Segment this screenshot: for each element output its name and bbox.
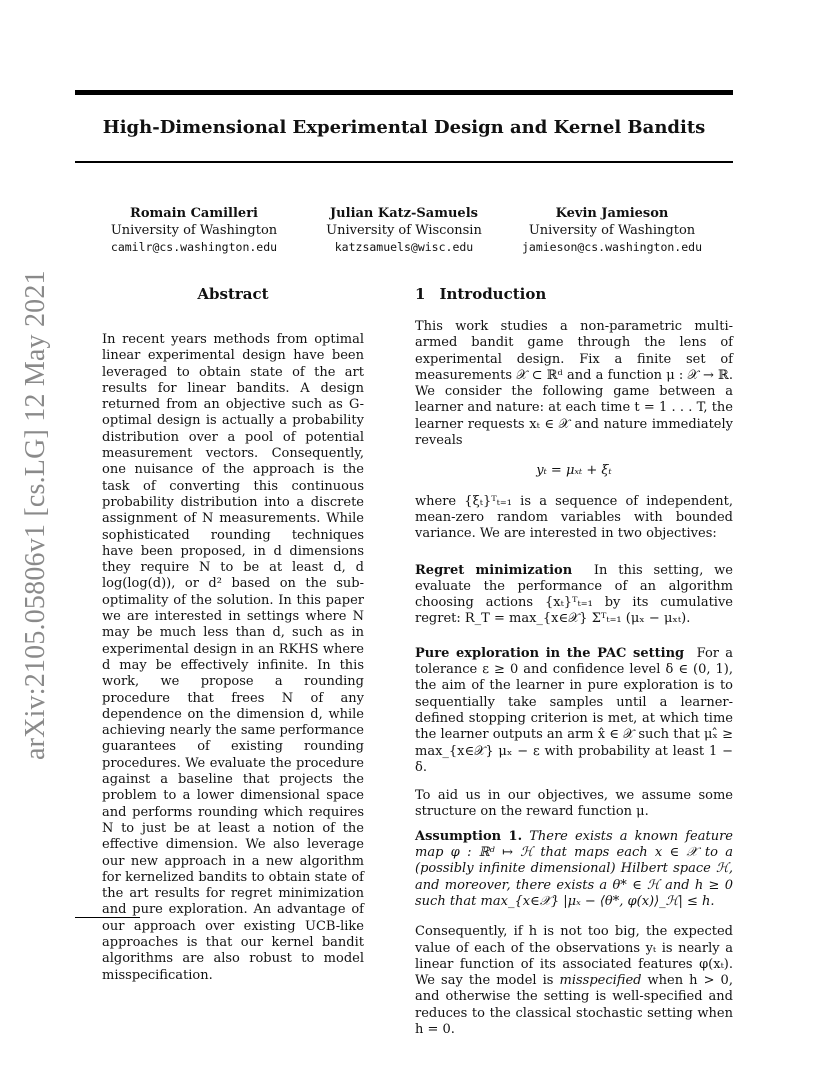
author-email[interactable]: jamieson@cs.washington.edu bbox=[521, 240, 702, 254]
arxiv-side-label: arXiv:2105.05806v1 [cs.LG] 12 May 2021 bbox=[20, 270, 51, 760]
intro-paragraph: This work studies a non-parametric multi-armed bandit game through the lens of experimental design. Fix a finite set of measurements 𝒳 ⊂ ℝᵈ and a function μ : 𝒳 → ℝ. We consider the following game between a learner and nature: at each time t = 1 . . . T, the learner requests xₜ ∈ 𝒳 and nature immediately reveals bbox=[415, 319, 733, 449]
abstract-body: In recent years methods from optimal linear experimental design have been leveraged to obtain state of the art results for linear bandits. A design returned from an objective such as G-optimal design is actually a probability distribution over a pool of potential measurement vectors. Consequently, one nuisance of the approach is the task of converting this continuous probability distribution into a discrete assignment of N measurements. While sophisticated rounding techniques have been proposed, in d dimensions they require N to be at least d, d log(log(d)), or d² based on the sub-optimality of the solution. In this paper we are interested in settings where N may be much less than d, such as in experimental design in an RKHS where d may be effectively infinite. In this work, we propose a rounding procedure that frees N of any dependence on the dimension d, while achieving nearly the same performance guarantees of existing rounding procedures. We evaluate the procedure against a baseline that projects the problem to a lower dimensional space and performs rounding which requires N to just be at least a notion of the effective dimension. We also leverage our new approach in a new algorithm for kernelized bandits to obtain state of the art results for regret minimization and pure exploration. An advantage of our approach over existing UCB-like approaches is that our kernel bandit algorithms are also robust to model misspecification. bbox=[102, 332, 364, 983]
author-affiliation: University of Washington bbox=[528, 223, 696, 238]
regret-heading: Regret minimization bbox=[415, 562, 573, 578]
regret-text: In this setting, we evaluate the performance of an algorithm choosing actions {xₜ}ᵀₜ₌₁ by its cumulative regret: R_T = max_{x∈𝒳} Σᵀₜ₌₁ (μₓ − μₓₜ). bbox=[415, 562, 733, 627]
author-block bbox=[94, 205, 294, 256]
intro-paragraph: To aid us in our objectives, we assume some structure on the reward function μ. bbox=[415, 788, 733, 820]
pure-exploration-paragraph bbox=[415, 646, 733, 776]
assumption-heading: Assumption 1. bbox=[415, 828, 523, 844]
author-name: Julian Katz-Samuels bbox=[330, 206, 478, 221]
assumption-text: There exists a known feature map φ : ℝᵈ ↦ ℋ that maps each x ∈ 𝒳 to a (possibly infinite dimensional) Hilbert space ℋ, and moreover, there exists a θ* ∈ ℋ and h ≥ 0 such that max_{x∈𝒳} |μₓ − ⟨θ*, φ(x)⟩_ℋ| ≤ h. bbox=[415, 828, 733, 909]
top-rule bbox=[75, 90, 733, 95]
author-block bbox=[304, 205, 504, 256]
section-number: 1 bbox=[415, 285, 426, 303]
misspec-text-b: when h > 0, and otherwise the setting is well-specified and reduces to the classical stochastic setting when h = 0. bbox=[415, 973, 733, 1037]
title-rule bbox=[75, 161, 733, 163]
pure-exploration-text: For a tolerance ε ≥ 0 and confidence level δ ∈ (0, 1), the aim of the learner in pure exploration is to sequentially take samples until a learner-defined stopping criterion is met, at which time the learner outputs an arm x̂ ∈ 𝒳 such that μₓ̂ ≥ max_{x∈𝒳} μₓ − ε with probability at least 1 − δ. bbox=[415, 645, 733, 775]
intro-paragraph bbox=[415, 924, 733, 1038]
footnote-rule bbox=[75, 917, 140, 918]
intro-body bbox=[415, 319, 733, 1050]
author-email[interactable]: camilr@cs.washington.edu bbox=[110, 240, 278, 254]
abstract-heading: Abstract bbox=[197, 285, 269, 303]
regret-paragraph bbox=[415, 563, 733, 628]
author-affiliation: University of Wisconsin bbox=[326, 223, 482, 238]
intro-heading bbox=[415, 285, 546, 303]
assumption-paragraph bbox=[415, 829, 733, 910]
observation-equation: yₜ = μₓₜ + ξₜ bbox=[536, 463, 612, 479]
author-email[interactable]: katzsamuels@wisc.edu bbox=[334, 240, 474, 254]
author-block bbox=[512, 205, 712, 256]
author-affiliation: University of Washington bbox=[110, 223, 278, 238]
misspec-text-a: Consequently, if h is not too big, the expected value of each of the observations yₜ is nearly a linear function of its associated features φ(xₜ). We say the model is bbox=[415, 924, 733, 989]
pure-exploration-heading: Pure exploration in the PAC setting bbox=[415, 645, 685, 661]
author-name: Kevin Jamieson bbox=[555, 206, 669, 221]
author-name: Romain Camilleri bbox=[130, 206, 258, 221]
intro-paragraph: where {ξₜ}ᵀₜ₌₁ is a sequence of independent, mean-zero random variables with bounded variance. We are interested in two objectives: bbox=[415, 493, 733, 542]
misspec-term: misspecified bbox=[559, 973, 642, 989]
section-title: Introduction bbox=[439, 285, 547, 303]
paper-title: High-Dimensional Experimental Design and Kernel Bandits bbox=[102, 117, 706, 138]
